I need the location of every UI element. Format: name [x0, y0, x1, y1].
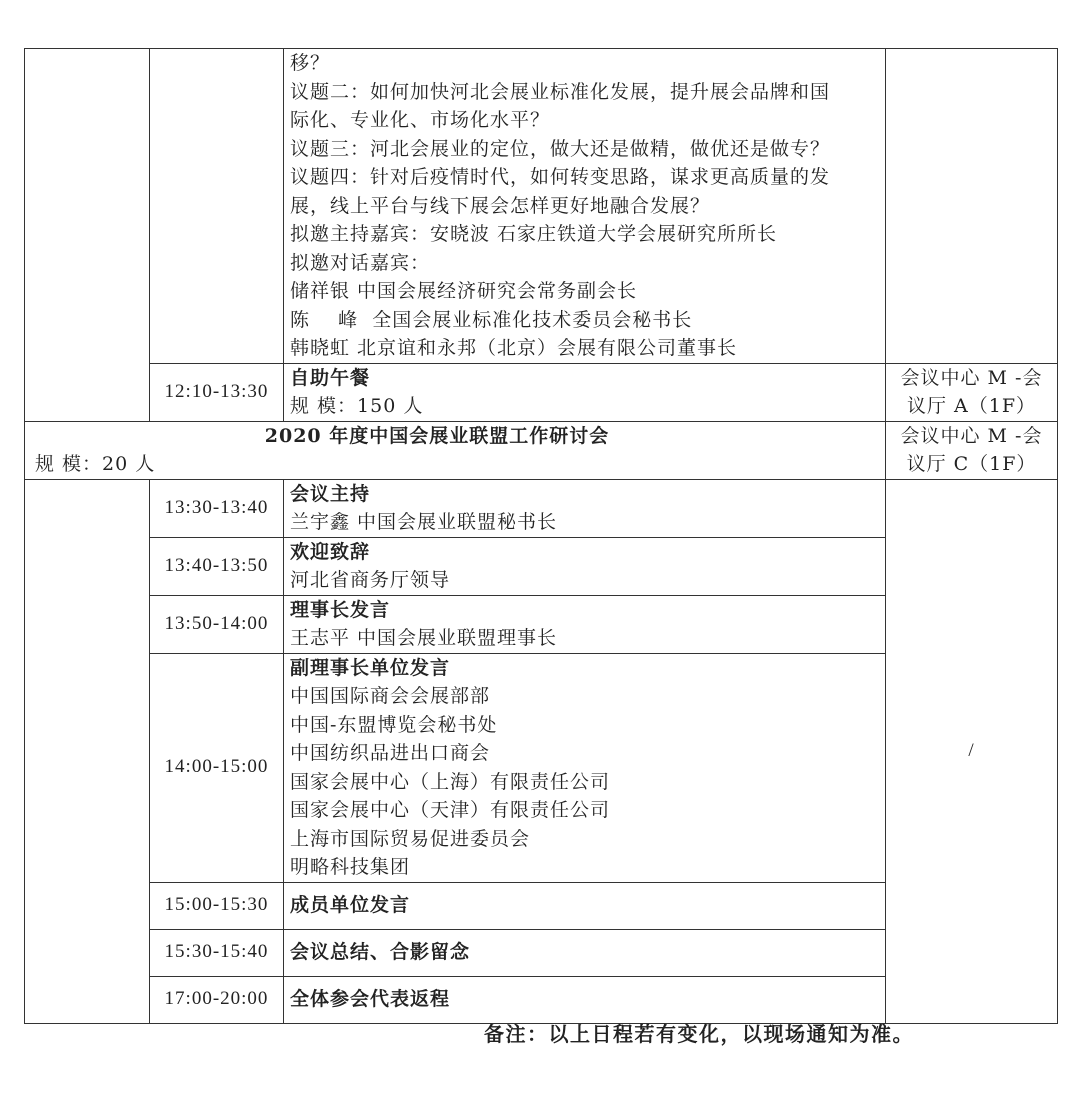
time-cell: 17:00-20:00 — [150, 976, 284, 1023]
session-line: 中国-东盟博览会秘书处 — [290, 713, 498, 736]
seminar-title: 2020 年度中国会展业联盟工作研讨会 — [264, 424, 610, 447]
empty-left-cell — [25, 479, 150, 1023]
time-cell: 13:40-13:50 — [150, 537, 284, 595]
session-line: 国家会展中心（上海）有限责任公司 — [290, 770, 611, 793]
venue-cell: / — [886, 479, 1058, 1023]
session-cell — [284, 929, 886, 976]
table-row — [25, 479, 1058, 537]
topic-line: 议题四：针对后疫情时代，如何转变思路，谋求更高质量的发 — [290, 166, 831, 188]
table-row — [25, 49, 1058, 364]
session-line: 王志平 中国会展业联盟理事长 — [290, 627, 558, 649]
topic-line: 移？ — [290, 52, 331, 74]
session-line: 明略科技集团 — [290, 856, 411, 878]
lunch-cell — [284, 363, 886, 421]
session-title: 欢迎致辞 — [290, 540, 371, 563]
session-title: 副理事长单位发言 — [290, 656, 451, 679]
guest-line: 储祥银 中国会展经济研究会常务副会长 — [290, 280, 638, 302]
empty-venue-cell — [886, 49, 1058, 364]
time-cell: 13:30-13:40 — [150, 479, 284, 537]
session-line: 中国国际商会会展部部 — [290, 685, 491, 707]
session-cell — [284, 653, 886, 882]
topic-line: 际化、专业化、市场化水平？ — [290, 109, 551, 131]
session-cell — [284, 976, 886, 1023]
session-title: 会议总结、合影留念 — [290, 941, 471, 964]
guest-line: 韩晓虹 北京谊和永邦（北京）会展有限公司董事长 — [290, 337, 738, 359]
seminar-scale: 规 模：20 人 — [35, 453, 156, 475]
session-title: 理事长发言 — [290, 598, 391, 621]
session-title: 会议主持 — [290, 482, 371, 505]
session-cell — [284, 479, 886, 537]
session-cell — [284, 537, 886, 595]
session-line: 河北省商务厅领导 — [290, 569, 451, 591]
session-line: 国家会展中心（天津）有限责任公司 — [290, 799, 611, 821]
host-guest-line: 拟邀主持嘉宾：安晓波 石家庄铁道大学会展研究所所长 — [290, 223, 778, 245]
time-cell: 15:00-15:30 — [150, 882, 284, 929]
guest-line: 陈 峰 全国会展业标准化技术委员会秘书长 — [290, 308, 693, 331]
venue-cell: 会议中心 M -会 议厅 A（1F） — [886, 363, 1058, 421]
topic-line: 议题三：河北会展业的定位，做大还是做精，做优还是做专？ — [290, 137, 831, 160]
time-cell: 13:50-14:00 — [150, 595, 284, 653]
session-title: 成员单位发言 — [290, 894, 411, 917]
seminar-header-cell — [25, 421, 886, 479]
session-title: 自助午餐 — [290, 366, 371, 389]
session-cell — [284, 595, 886, 653]
empty-time-cell — [150, 49, 284, 364]
table-row — [25, 363, 1058, 421]
session-line: 上海市国际贸易促进委员会 — [290, 827, 531, 850]
footnote: 备注：以上日程若有变化，以现场通知为准。 — [484, 1022, 914, 1046]
session-line: 兰宇鑫 中国会展业联盟秘书长 — [290, 511, 558, 533]
time-cell: 12:10-13:30 — [150, 363, 284, 421]
dialogue-guests-label: 拟邀对话嘉宾： — [290, 251, 431, 274]
session-cell — [284, 882, 886, 929]
session-scale: 规 模：150 人 — [290, 395, 424, 417]
time-cell: 15:30-15:40 — [150, 929, 284, 976]
session-line: 中国纺织品进出口商会 — [290, 742, 491, 764]
empty-left-cell — [25, 49, 150, 422]
time-cell: 14:00-15:00 — [150, 653, 284, 882]
topic-line: 展，线上平台与线下展会怎样更好地融合发展？ — [290, 194, 711, 217]
schedule-table — [24, 48, 1058, 1024]
topic-line: 议题二：如何加快河北会展业标准化发展，提升展会品牌和国 — [290, 80, 831, 103]
venue-cell: 会议中心 M -会 议厅 C（1F） — [886, 421, 1058, 479]
topic-list-cell — [284, 49, 886, 364]
session-title: 全体参会代表返程 — [290, 988, 451, 1011]
table-row — [25, 421, 1058, 479]
